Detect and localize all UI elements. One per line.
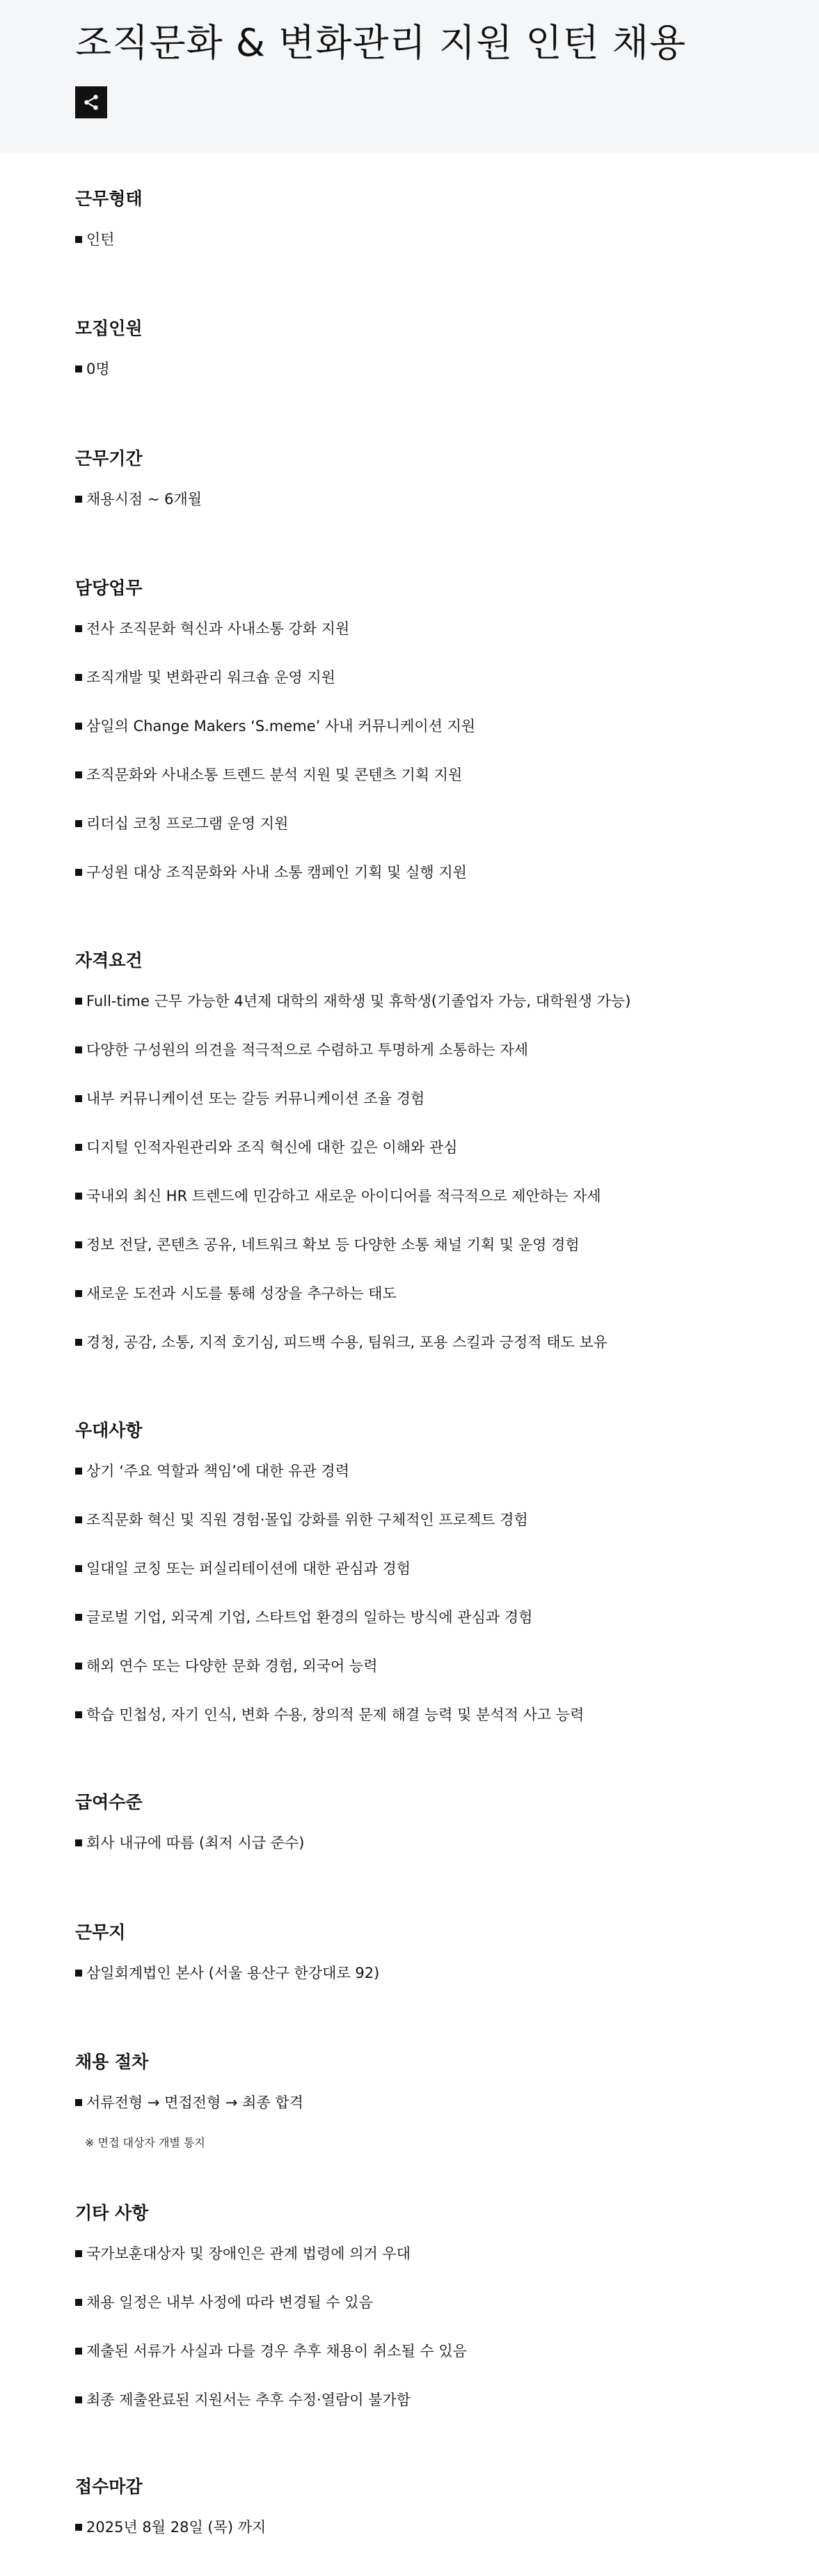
list-item: 새로운 도전과 시도를 통해 성장을 추구하는 태도 (86, 1283, 397, 1304)
bullet-icon (75, 1339, 82, 1346)
section-title: 우대사항 (75, 1420, 143, 1440)
bullet-icon (75, 674, 82, 681)
list-item: 삼일의 Change Makers ‘S.meme’ 사내 커뮤니케이션 지원 (86, 716, 475, 737)
section-deadline (75, 2475, 771, 2536)
bullet-icon (75, 1970, 82, 1977)
section-title: 근무기간 (75, 448, 143, 469)
list-item: 제출된 서류가 사실과 다를 경우 추후 채용이 취소될 수 있음 (86, 2341, 467, 2362)
list-item: 다양한 구성원의 의견을 적극적으로 수렴하고 투명하게 소통하는 자세 (86, 1039, 528, 1060)
section-location (75, 1921, 771, 1981)
list-item: 경청, 공감, 소통, 지적 호기심, 피드백 수용, 팀워크, 포용 스킬과 긍정적 태도 보유 (86, 1332, 607, 1353)
section-title: 근무지 (75, 1922, 126, 1942)
bullet-icon (75, 1046, 82, 1053)
list-item: 국내외 최신 HR 트렌드에 민감하고 새로운 아이디어를 적극적으로 제안하는 자세 (86, 1186, 601, 1207)
list-item: 0명 (86, 359, 110, 379)
bullet-icon (75, 1193, 82, 1200)
list-item: 국가보훈대상자 및 장애인은 관계 법령에 의거 우대 (86, 2243, 411, 2264)
bullet-icon (75, 723, 82, 730)
list-item: 삼일회계법인 본사 (서울 용산구 한강대로 92) (86, 1963, 379, 1984)
list-item: 조직개발 및 변화관리 워크숍 운영 지원 (86, 667, 335, 688)
bullet-icon (75, 1144, 82, 1151)
page-title: 조직문화 & 변화관리 지원 인턴 채용 (75, 21, 687, 65)
list-item: 서류전형 → 면접전형 → 최종 합격 (86, 2092, 303, 2113)
list-item: 내부 커뮤니케이션 또는 갈등 커뮤니케이션 조율 경험 (86, 1088, 424, 1109)
section-etc (75, 2201, 771, 2408)
list-item: 학습 민첩성, 자기 인식, 변화 수용, 창의적 문제 해결 능력 및 분석적 사고 능력 (86, 1704, 584, 1725)
section-title: 모집인원 (75, 318, 143, 338)
list-item: 디지털 인적자원관리와 조직 혁신에 대한 깊은 이해와 관심 (86, 1137, 458, 1158)
section-title: 자격요건 (75, 950, 143, 971)
bullet-icon (75, 1663, 82, 1670)
list-item: 글로벌 기업, 외국계 기업, 스타트업 환경의 일하는 방식에 관심과 경험 (86, 1607, 532, 1628)
bullet-icon (75, 998, 82, 1005)
section-duties (75, 576, 771, 881)
section-title: 근무형태 (75, 189, 143, 209)
bullet-icon (75, 2348, 82, 2355)
list-item: 회사 내규에 따름 (최저 시급 준수) (86, 1832, 304, 1853)
section-period (75, 447, 771, 508)
bullet-icon (75, 2250, 82, 2257)
share-button[interactable] (75, 86, 107, 118)
bullet-icon (75, 2396, 82, 2403)
list-item: 채용시점 ~ 6개월 (86, 489, 202, 510)
list-item: 리더십 코칭 프로그램 운영 지원 (86, 813, 288, 834)
section-employment-type (75, 187, 771, 248)
section-qualifications (75, 949, 771, 1351)
list-item: 2025년 8월 28일 (목) 까지 (86, 2517, 266, 2538)
bullet-icon (75, 1290, 82, 1297)
list-item: 조직문화와 사내소통 트렌드 분석 지원 및 콘텐츠 기획 지원 (86, 764, 462, 785)
list-item: 구성원 대상 조직문화와 사내 소통 캠페인 기획 및 실행 지원 (86, 862, 467, 883)
bullet-icon (75, 366, 82, 372)
list-item: 채용 일정은 내부 사정에 따라 변경될 수 있음 (86, 2292, 373, 2313)
bullet-icon (75, 625, 82, 632)
bullet-icon (75, 1095, 82, 1102)
bullet-icon (75, 1516, 82, 1523)
share-icon (82, 93, 100, 111)
section-headcount (75, 317, 771, 377)
list-item: 해외 연수 또는 다양한 문화 경험, 외국어 능력 (86, 1656, 378, 1676)
bullet-icon (75, 820, 82, 827)
list-item: 인턴 (86, 229, 115, 250)
section-title: 접수마감 (75, 2476, 143, 2497)
list-item: Full-time 근무 가능한 4년제 대학의 재학생 및 휴학생(기졸업자 가능, 대학원생 가능) (86, 991, 630, 1012)
bullet-icon (75, 2524, 82, 2531)
process-note: ※ 면접 대상자 개별 통지 (85, 2136, 205, 2149)
section-salary (75, 1791, 771, 1851)
bullet-icon (75, 1241, 82, 1248)
list-item: 상기 ‘주요 역할과 책임’에 대한 유관 경력 (86, 1461, 349, 1482)
list-item: 전사 조직문화 혁신과 사내소통 강화 지원 (86, 618, 349, 639)
bullet-icon (75, 1468, 82, 1475)
bullet-icon (75, 236, 82, 243)
bullet-icon (75, 1839, 82, 1846)
section-process (75, 2050, 771, 2149)
list-item: 정보 전달, 콘텐츠 공유, 네트워크 확보 등 다양한 소통 채널 기획 및 운영 경험 (86, 1234, 580, 1255)
page-header (0, 0, 819, 153)
bullet-icon (75, 1711, 82, 1718)
bullet-icon (75, 2099, 82, 2106)
bullet-icon (75, 2299, 82, 2306)
section-title: 기타 사항 (75, 2203, 149, 2223)
section-preferred (75, 1419, 771, 1723)
bullet-icon (75, 496, 82, 503)
section-title: 급여수준 (75, 1792, 143, 1812)
list-item: 최종 제출완료된 지원서는 추후 수정·열람이 불가함 (86, 2389, 411, 2410)
list-item: 일대일 코칭 또는 퍼실리테이션에 대한 관심과 경험 (86, 1558, 411, 1579)
bullet-icon (75, 1565, 82, 1572)
bullet-icon (75, 771, 82, 778)
list-item: 조직문화 혁신 및 직원 경험·몰입 강화를 위한 구체적인 프로젝트 경험 (86, 1509, 528, 1530)
section-title: 담당업무 (75, 578, 143, 598)
section-title: 채용 절차 (75, 2052, 149, 2072)
bullet-icon (75, 869, 82, 876)
bullet-icon (75, 1614, 82, 1621)
